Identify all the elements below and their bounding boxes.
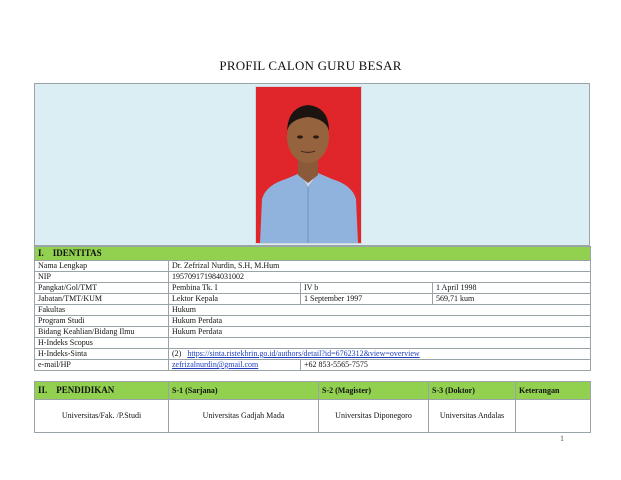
keterangan-value bbox=[516, 400, 591, 433]
pangkat-value: Pembina Tk. I bbox=[169, 283, 301, 294]
page-number: 1 bbox=[560, 434, 564, 443]
email-link[interactable]: zefrizalnurdin@gmail.com bbox=[172, 360, 259, 369]
nama-label: Nama Lengkap bbox=[35, 261, 169, 272]
fakultas-value: Hukum bbox=[169, 305, 591, 316]
pendidikan-row-label: Universitas/Fak. /P.Studi bbox=[35, 400, 169, 433]
tmt-value: 1 April 1998 bbox=[433, 283, 591, 294]
pendidikan-section-title: II. PENDIDIKAN bbox=[35, 382, 169, 400]
nip-value: 195709171984031002 bbox=[169, 272, 591, 283]
bidang-value: Hukum Perdata bbox=[169, 327, 591, 338]
identitas-section-title: I. IDENTITAS bbox=[35, 247, 591, 261]
pendidikan-table bbox=[34, 381, 591, 433]
sinta-label: H-Indeks-Sinta bbox=[35, 349, 169, 360]
header-s2: S-2 (Magister) bbox=[319, 382, 429, 400]
jabatan-value: Lektor Kepala bbox=[169, 294, 301, 305]
table-row bbox=[35, 400, 591, 433]
table-row bbox=[35, 261, 591, 272]
s2-value: Universitas Diponegoro bbox=[319, 400, 429, 433]
table-row bbox=[35, 338, 591, 349]
email-label: e-mail/HP bbox=[35, 360, 169, 371]
prodi-label: Program Studi bbox=[35, 316, 169, 327]
header-s1: S-1 (Sarjana) bbox=[169, 382, 319, 400]
gol-value: IV b bbox=[301, 283, 433, 294]
s3-value: Universitas Andalas bbox=[429, 400, 516, 433]
table-row bbox=[35, 283, 591, 294]
sinta-link[interactable]: https://sinta.ristekbrin.go.id/authors/detail?id=6762312&view=overview bbox=[187, 349, 420, 358]
table-row bbox=[35, 305, 591, 316]
identitas-table bbox=[34, 246, 591, 371]
photo-band bbox=[34, 83, 590, 246]
kum-value: 569,71 kum bbox=[433, 294, 591, 305]
page-title: PROFIL CALON GURU BESAR bbox=[219, 58, 402, 73]
nama-value: Dr. Zefrizal Nurdin, S.H, M.Hum bbox=[169, 261, 591, 272]
table-row bbox=[35, 327, 591, 338]
jabatan-label: Jabatan/TMT/KUM bbox=[35, 294, 169, 305]
nip-label: NIP bbox=[35, 272, 169, 283]
prodi-value: Hukum Perdata bbox=[169, 316, 591, 327]
header-s3: S-3 (Doktor) bbox=[429, 382, 516, 400]
bidang-label: Bidang Keahlian/Bidang Ilmu bbox=[35, 327, 169, 338]
table-row bbox=[35, 360, 591, 371]
email-value bbox=[169, 360, 301, 371]
table-row bbox=[35, 349, 591, 360]
table-row bbox=[35, 294, 591, 305]
hp-value: +62 853-5565-7575 bbox=[301, 360, 591, 371]
pendidikan-header-row bbox=[35, 382, 591, 400]
sinta-value bbox=[169, 349, 591, 360]
jabatan-tmt: 1 September 1997 bbox=[301, 294, 433, 305]
pangkat-label: Pangkat/Gol/TMT bbox=[35, 283, 169, 294]
s1-value: Universitas Gadjah Mada bbox=[169, 400, 319, 433]
sinta-number: (2) bbox=[172, 349, 182, 358]
table-row bbox=[35, 316, 591, 327]
fakultas-label: Fakultas bbox=[35, 305, 169, 316]
scopus-value bbox=[169, 338, 591, 349]
profile-photo bbox=[255, 86, 362, 244]
table-row bbox=[35, 272, 591, 283]
identitas-header-row bbox=[35, 247, 591, 261]
scopus-label: H-Indeks Scopus bbox=[35, 338, 169, 349]
header-keterangan: Keterangan bbox=[516, 382, 591, 400]
